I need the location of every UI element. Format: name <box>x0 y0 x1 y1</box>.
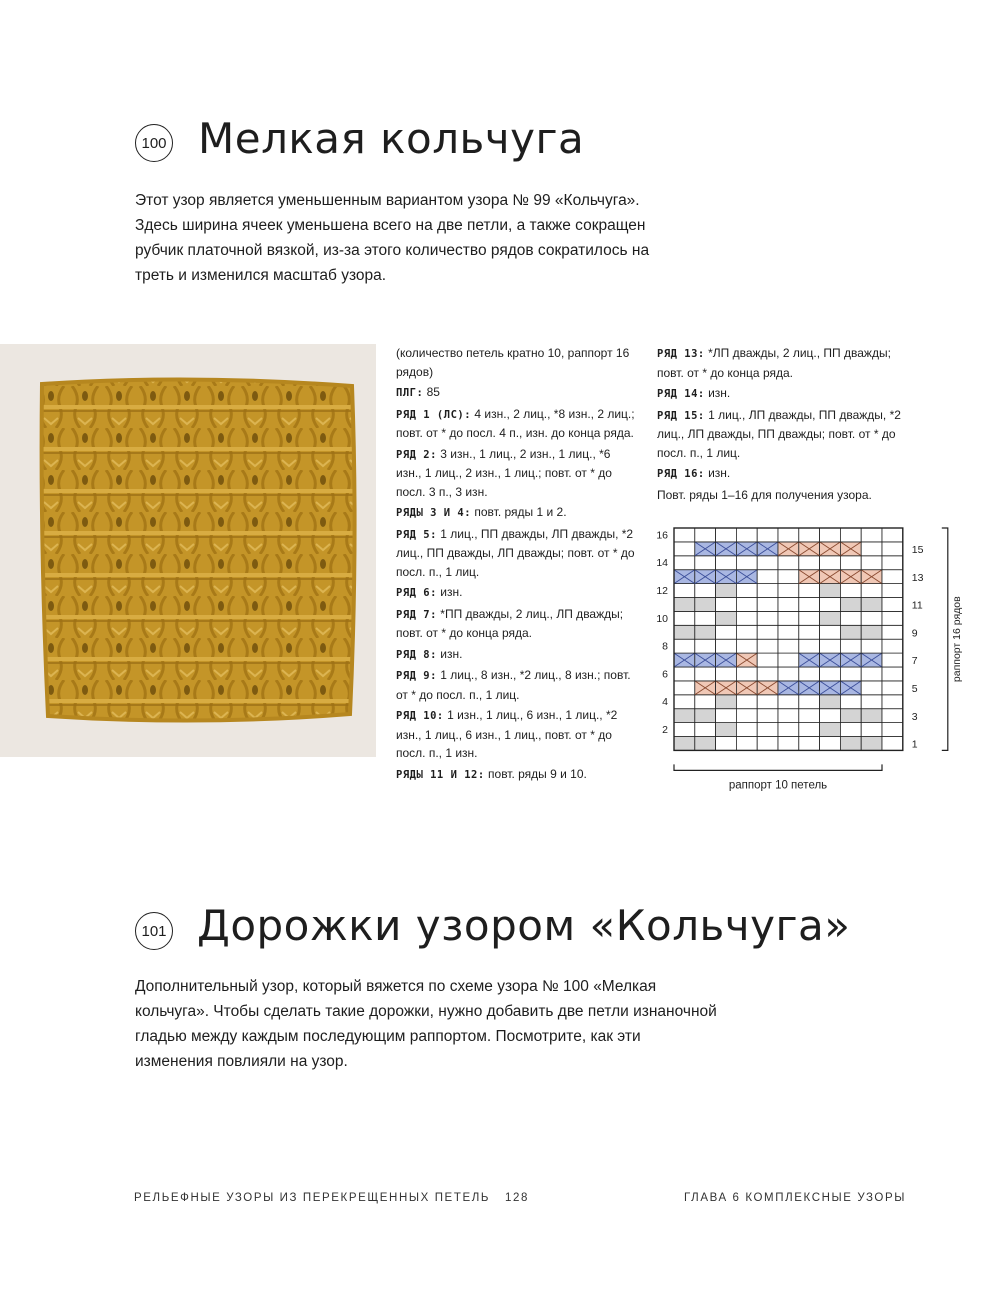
chart-cell <box>695 737 716 751</box>
chart-cell <box>778 625 799 639</box>
instruction-label: РЯД 10: <box>396 710 444 722</box>
chart-cell <box>778 611 799 625</box>
instruction-para <box>396 344 636 381</box>
pattern-title: Дорожки узором «Кольчуга» <box>197 901 851 950</box>
chart-cell <box>861 542 882 556</box>
chart-cell <box>820 737 841 751</box>
row-number: 12 <box>656 585 668 598</box>
intro-line: гладью между каждым последующим раппортом. Посмотрите, как эти <box>135 1028 641 1045</box>
chart-cell <box>757 625 778 639</box>
chart-cell <box>778 584 799 598</box>
chart-cell <box>799 737 820 751</box>
chart-cell <box>840 667 861 681</box>
chart-cell <box>882 709 903 723</box>
pattern-number-badge <box>135 124 173 162</box>
row-number: 1 <box>911 738 918 751</box>
chart-cell <box>882 737 903 751</box>
footer-chapter-title: ГЛАВА 6 КОМПЛЕКСНЫЕ УЗОРЫ <box>684 1192 907 1204</box>
chart-cell <box>882 723 903 737</box>
instruction-para <box>396 503 636 523</box>
instruction-para <box>657 486 902 505</box>
instruction-para <box>396 706 636 763</box>
chart-cell <box>882 584 903 598</box>
chart-cell <box>757 570 778 584</box>
chart-cell <box>757 611 778 625</box>
chart-cell <box>778 528 799 542</box>
chart-cell <box>736 639 757 653</box>
pattern-number: 100 <box>141 134 167 152</box>
chart-cell <box>778 639 799 653</box>
instruction-label: ПЛГ: <box>396 387 424 399</box>
row-number: 9 <box>911 627 918 640</box>
row-number: 14 <box>656 557 668 570</box>
chart-cell <box>716 667 737 681</box>
chart-cell <box>757 723 778 737</box>
row-number: 8 <box>662 640 668 653</box>
instruction-label: РЯД 9: <box>396 670 437 682</box>
instruction-text: 1 лиц., ЛП дважды, ПП дважды, *2 лиц., ЛП дважды, ПП дважды; повт. от * до посл. п., 1 лиц. <box>657 407 901 460</box>
chart-cell <box>695 556 716 570</box>
row-number: 3 <box>911 710 918 723</box>
chart-cell <box>840 556 861 570</box>
chart-cell <box>716 598 737 612</box>
chart-cell <box>840 584 861 598</box>
chart-cell <box>778 556 799 570</box>
row-number: 10 <box>656 612 668 625</box>
chart-cell <box>840 723 861 737</box>
chart-cell <box>840 709 861 723</box>
intro-line: Дополнительный узор, который вяжется по схеме узора № 100 «Мелкая <box>135 978 657 995</box>
chart-cell <box>799 556 820 570</box>
chart-cell <box>820 625 841 639</box>
pattern-title: Мелкая кольчуга <box>198 114 585 163</box>
instruction-text: 85 <box>423 385 440 399</box>
intro-line: кольчуга». Чтобы сделать такие дорожки, нужно добавить две петли изнаночной <box>135 1003 717 1020</box>
pattern-intro <box>135 974 775 1074</box>
instruction-text: 1 изн., 1 лиц., 6 изн., 1 лиц., *2 изн., 1 лиц., 6 изн., 1 лиц., повт. от * до посл. п., 1 изн. <box>396 708 618 760</box>
chart-cell <box>861 584 882 598</box>
chart-cell <box>716 639 737 653</box>
chart-cell <box>674 667 695 681</box>
repeat-bracket-vertical <box>942 528 948 750</box>
chart-cell <box>674 681 695 695</box>
chart-cell <box>799 639 820 653</box>
chart-cell <box>882 528 903 542</box>
chart-cell <box>757 709 778 723</box>
chart-cell <box>736 667 757 681</box>
chart-cell <box>820 528 841 542</box>
chart-cell <box>799 611 820 625</box>
instruction-text: *ЛП дважды, 2 лиц., ПП дважды; повт. от * до конца ряда. <box>657 346 891 380</box>
instruction-para <box>396 445 636 502</box>
chart-cell <box>882 556 903 570</box>
chart-grid <box>652 524 963 799</box>
chart-cell <box>716 709 737 723</box>
chart-cell <box>695 639 716 653</box>
chart-cell <box>799 584 820 598</box>
chart-cell <box>695 695 716 709</box>
chart-cell <box>778 598 799 612</box>
instruction-text: 1 лиц., 8 изн., *2 лиц., 8 изн.; повт. от * до посл. п., 1 лиц. <box>396 668 631 702</box>
chart-cell <box>736 737 757 751</box>
instruction-text: Повт. ряды 1–16 для получения узора. <box>657 487 872 502</box>
instruction-para <box>396 765 636 785</box>
repeat-bracket-horizontal <box>674 764 882 770</box>
chart-cell <box>695 625 716 639</box>
pattern-intro <box>135 188 755 288</box>
chart-cell <box>674 611 695 625</box>
chart-cell <box>716 584 737 598</box>
chart-cell <box>736 584 757 598</box>
chart-cell <box>820 598 841 612</box>
chart-cell <box>674 528 695 542</box>
row-number: 13 <box>911 571 924 584</box>
row-number: 11 <box>911 599 923 612</box>
chart-cell <box>840 598 861 612</box>
chart-cell <box>736 556 757 570</box>
chart-cell <box>736 723 757 737</box>
instruction-text: (количество петель кратно 10, раппорт 16 рядов) <box>396 346 630 379</box>
instruction-text: изн. <box>436 646 463 661</box>
instruction-label: РЯД 6: <box>396 587 437 599</box>
instruction-para <box>657 464 902 484</box>
instruction-para <box>657 344 902 382</box>
row-number: 15 <box>911 544 924 557</box>
intro-line: треть и изменился масштаб узора. <box>135 267 387 284</box>
chart-cell <box>778 709 799 723</box>
chart-cell <box>799 598 820 612</box>
chart-cell <box>716 695 737 709</box>
instruction-para <box>396 666 636 704</box>
chart-cell <box>820 709 841 723</box>
chart-cell <box>736 528 757 542</box>
chart-cell <box>820 723 841 737</box>
repeat-rows-label: раппорт 16 рядов <box>950 596 963 683</box>
chart-cell <box>882 598 903 612</box>
instruction-text: повт. ряды 1 и 2. <box>471 505 567 519</box>
intro-line: рубчик платочной вязкой, из-за этого количество рядов сократилось на <box>135 242 650 259</box>
instruction-label: РЯД 7: <box>396 608 437 621</box>
chart-cell <box>840 611 861 625</box>
instruction-label: РЯДЫ 3 И 4: <box>396 507 472 519</box>
row-number: 6 <box>662 668 668 681</box>
instruction-label: РЯД 1 (ЛС): <box>396 408 472 421</box>
chart-cell <box>840 695 861 709</box>
intro-line: изменения повлияли на узор. <box>135 1053 348 1070</box>
instruction-para <box>396 645 636 665</box>
instruction-para <box>657 406 902 463</box>
chart-cell <box>861 625 882 639</box>
chart-cell <box>778 653 799 667</box>
instruction-text: 4 изн., 2 лиц., *8 изн., 2 лиц.; повт. от * до посл. 4 п., изн. до конца ряда. <box>396 406 635 440</box>
chart-cell <box>820 695 841 709</box>
row-number: 4 <box>662 696 668 709</box>
chart-cell <box>674 723 695 737</box>
swatch-photo <box>0 344 376 757</box>
row-number: 2 <box>662 724 668 737</box>
chart-cell <box>861 611 882 625</box>
chart-cell <box>695 528 716 542</box>
instructions-right <box>657 344 902 506</box>
chart-cell <box>716 556 737 570</box>
chart-cell <box>861 528 882 542</box>
chart-cell <box>674 695 695 709</box>
instruction-label: РЯД 5: <box>396 528 437 541</box>
swatch-illustration <box>0 344 376 757</box>
chart-cell <box>716 528 737 542</box>
chart-cell <box>861 556 882 570</box>
instruction-text: повт. ряды 9 и 10. <box>484 766 587 781</box>
chart-cell <box>736 695 757 709</box>
chart-cell <box>799 667 820 681</box>
chart-cell <box>757 584 778 598</box>
intro-line: Здесь ширина ячеек уменьшена всего на две петли, а также сокращен <box>135 217 646 234</box>
row-number: 5 <box>911 683 918 696</box>
chart-cell <box>736 611 757 625</box>
instruction-text: 1 лиц., ПП дважды, ЛП дважды, *2 лиц., ПП дважды, ЛП дважды; повт. от * до посл. п., 1 лиц. <box>396 526 635 579</box>
chart-cell <box>757 598 778 612</box>
instruction-label: РЯД 2: <box>396 448 437 461</box>
chart-cell <box>757 695 778 709</box>
chart-cell <box>757 639 778 653</box>
footer-section-title: РЕЛЬЕФНЫЕ УЗОРЫ ИЗ ПЕРЕКРЕЩЕННЫХ ПЕТЕЛЬ <box>134 1192 491 1204</box>
chart-cell <box>861 681 882 695</box>
chart-cell <box>736 598 757 612</box>
chart-cell <box>757 556 778 570</box>
chart-cell <box>716 625 737 639</box>
chart-cell <box>882 570 903 584</box>
chart-cell <box>861 737 882 751</box>
chart-cell <box>695 598 716 612</box>
chart-cell <box>674 625 695 639</box>
chart-cell <box>778 570 799 584</box>
chart-cell <box>757 737 778 751</box>
chart-cell <box>799 695 820 709</box>
chart-cell <box>882 542 903 556</box>
chart-cell <box>695 611 716 625</box>
page-number: 128 <box>505 1192 529 1204</box>
chart-cell <box>736 709 757 723</box>
chart-cell <box>695 584 716 598</box>
chart-cell <box>882 639 903 653</box>
chart-cell <box>757 653 778 667</box>
chart-cell <box>820 667 841 681</box>
instruction-text: изн. <box>436 585 463 599</box>
instruction-para <box>396 383 636 403</box>
chart-cell <box>820 584 841 598</box>
instruction-para <box>396 525 636 582</box>
chart-cell <box>861 723 882 737</box>
instruction-text: 3 изн., 1 лиц., 2 изн., 1 лиц., *6 изн., 1 лиц., 2 изн., 1 лиц.; повт. от * до посл. 3 п., 3 изн. <box>396 446 612 499</box>
chart-cell <box>882 625 903 639</box>
instruction-label: РЯД 13: <box>657 348 705 360</box>
instruction-para <box>396 605 636 643</box>
instruction-text: изн. <box>704 466 731 480</box>
chart-cell <box>882 611 903 625</box>
pattern-number-badge <box>135 912 173 950</box>
intro-line: Этот узор является уменьшенным вариантом узора № 99 «Кольчуга». <box>135 192 640 209</box>
chart-cell <box>716 737 737 751</box>
pattern-number: 101 <box>141 922 167 940</box>
chart-cell <box>882 653 903 667</box>
chart-cell <box>778 737 799 751</box>
chart-cell <box>882 667 903 681</box>
chart-cell <box>820 611 841 625</box>
chart-cell <box>674 737 695 751</box>
chart-cell <box>695 723 716 737</box>
chart-cell <box>799 709 820 723</box>
chart-cell <box>882 681 903 695</box>
chart-cell <box>674 584 695 598</box>
knitting-chart <box>652 524 963 799</box>
chart-cell <box>861 695 882 709</box>
chart-cell <box>674 542 695 556</box>
chart-cell <box>840 625 861 639</box>
chart-cell <box>840 737 861 751</box>
instruction-para <box>396 583 636 603</box>
chart-cell <box>840 528 861 542</box>
instruction-para <box>657 384 902 404</box>
chart-cell <box>882 695 903 709</box>
chart-cell <box>799 528 820 542</box>
chart-cell <box>820 639 841 653</box>
instruction-label: РЯД 14: <box>657 388 705 400</box>
chart-cell <box>820 556 841 570</box>
chart-cell <box>861 639 882 653</box>
row-number: 7 <box>911 655 918 668</box>
chart-cell <box>861 598 882 612</box>
chart-cell <box>861 709 882 723</box>
chart-cell <box>674 709 695 723</box>
chart-cell <box>757 528 778 542</box>
chart-cell <box>799 723 820 737</box>
instruction-para <box>396 405 636 443</box>
instruction-label: РЯД 16: <box>657 468 705 480</box>
chart-cell <box>736 625 757 639</box>
chart-cell <box>674 556 695 570</box>
chart-cell <box>840 639 861 653</box>
row-number: 16 <box>656 529 668 542</box>
instructions-left <box>396 344 636 786</box>
chart-cell <box>695 709 716 723</box>
chart-cell <box>778 723 799 737</box>
chart-cell <box>757 667 778 681</box>
chart-cell <box>778 667 799 681</box>
chart-cell <box>861 667 882 681</box>
chart-cell <box>716 723 737 737</box>
instruction-label: РЯДЫ 11 И 12: <box>396 768 485 781</box>
chart-cell <box>778 695 799 709</box>
chart-cell <box>674 639 695 653</box>
repeat-stitches-label: раппорт 10 петель <box>728 779 828 792</box>
chart-cell <box>695 667 716 681</box>
instruction-label: РЯД 8: <box>396 648 437 661</box>
chart-cell <box>716 611 737 625</box>
chart-cell <box>799 625 820 639</box>
instruction-text: изн. <box>704 386 731 400</box>
instruction-text: *ПП дважды, 2 лиц., ЛП дважды; повт. от * до конца ряда. <box>396 606 624 640</box>
chart-cell <box>674 598 695 612</box>
instruction-label: РЯД 15: <box>657 409 705 422</box>
